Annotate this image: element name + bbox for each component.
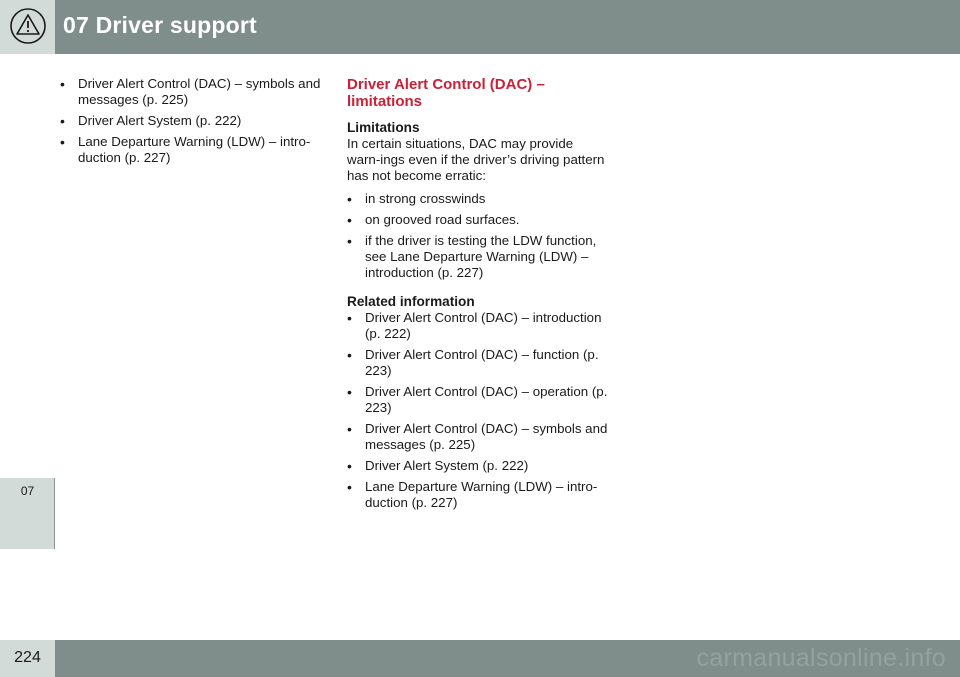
list-item[interactable]: • Driver Alert Control (DAC) – operation (p. 223) [347, 384, 609, 416]
page-number: 224 [14, 649, 41, 666]
side-tab-strip [0, 54, 55, 640]
related-information-heading: Related information [347, 294, 475, 309]
section-title: Driver Alert Control (DAC) – limitations [347, 76, 545, 110]
limitations-list [347, 191, 609, 281]
chapter-title: 07 Driver support [63, 12, 257, 38]
warning-triangle-icon [9, 7, 47, 45]
list-item[interactable]: • Driver Alert Control (DAC) – symbols and messages (p. 225) [60, 76, 322, 108]
list-item[interactable]: • Lane Departure Warning (LDW) – intro-duction (p. 227) [60, 134, 322, 166]
list-item: • on grooved road surfaces. [347, 212, 609, 228]
list-item[interactable]: • Driver Alert Control (DAC) – symbols and messages (p. 225) [347, 421, 609, 453]
page-number-box [0, 640, 55, 677]
list-item[interactable]: • if the driver is testing the LDW function, see Lane Departure Warning (LDW) – introduction (p. 227) [347, 233, 609, 281]
left-column [60, 76, 322, 171]
limitations-heading: Limitations [347, 120, 420, 135]
list-item: • in strong crosswinds [347, 191, 609, 207]
list-item[interactable]: • Driver Alert Control (DAC) – introduction (p. 222) [347, 310, 609, 342]
footer-bar [0, 640, 960, 677]
right-column [347, 76, 609, 516]
left-related-list [60, 76, 322, 166]
header-bar [0, 0, 960, 54]
related-information-list [347, 310, 609, 511]
list-item[interactable]: • Lane Departure Warning (LDW) – intro-duction (p. 227) [347, 479, 609, 511]
watermark: carmanualsonline.info [696, 644, 946, 672]
chapter-side-tab-label: 07 [20, 484, 35, 498]
list-item[interactable]: • Driver Alert Control (DAC) – function (p. 223) [347, 347, 609, 379]
chapter-icon-box [0, 0, 55, 54]
limitations-intro: In certain situations, DAC may provide warn-ings even if the driver’s driving pattern has not become erratic: [347, 136, 605, 183]
chapter-side-tab[interactable] [0, 478, 55, 549]
list-item[interactable]: • Driver Alert System (p. 222) [60, 113, 322, 129]
list-item[interactable]: • Driver Alert System (p. 222) [347, 458, 609, 474]
